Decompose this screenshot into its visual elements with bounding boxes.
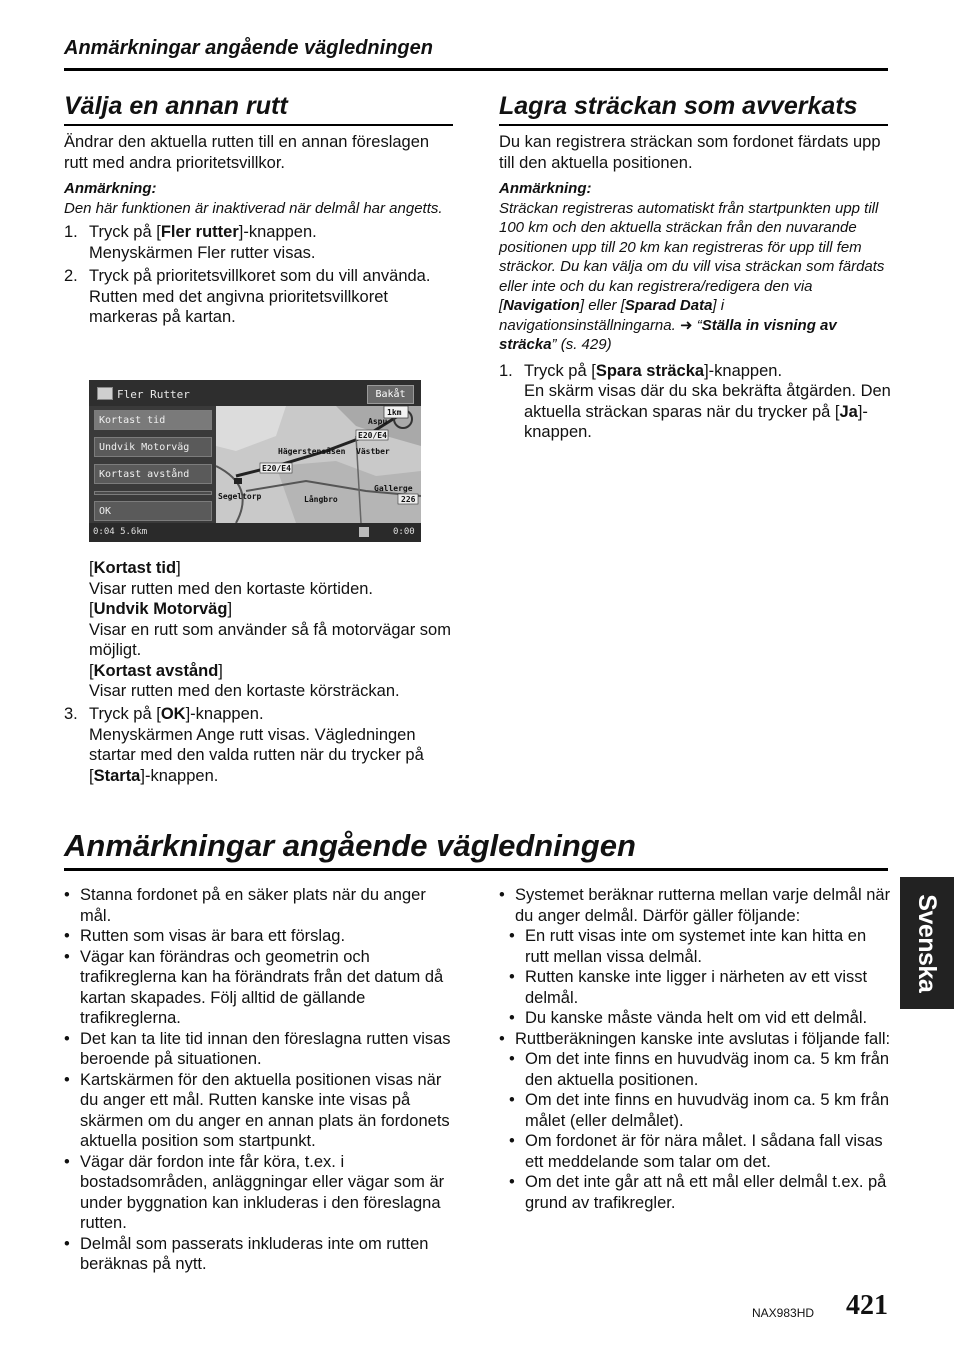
note-bullet: • Stanna fordonet på en säker plats när du anger mål.: [64, 885, 454, 926]
note-bullet: • Vägar där fordon inte får köra, t.ex. i bostadsområden, anläggningar eller vägar som är under byggnation kan inkluderas i den föreslagna rutten.: [64, 1152, 454, 1234]
back-button[interactable]: Bakåt: [367, 385, 414, 404]
left-step-2: [64, 266, 454, 328]
note-bullet: • Rutten som visas är bara ett förslag.: [64, 926, 454, 947]
bullet-text: Systemet beräknar rutterna mellan varje delmål när du anger delmål. Därför gäller följande:: [515, 886, 891, 925]
screen-title: Fler Rutter: [117, 388, 190, 401]
left-note: Den här funktionen är inaktiverad när delmål har angetts.: [64, 199, 443, 217]
key-label: Spara sträcka: [595, 361, 705, 380]
step-result: Rutten med det angivna prioritetsvillkoret markeras på kartan.: [89, 287, 388, 326]
step-number: 2.: [64, 267, 78, 285]
left-options: [89, 558, 454, 702]
road-label: E20/E4: [358, 431, 387, 440]
note-text: Sträckan registreras automatiskt från startpunkten upp till 100 km och den aktuella sträckan från den nuvarande positionen upp till 20 km kan registreras för upp till fem sträckor. Du kan välja om du vill visa sträckan som färdats eller inte och du kan registrera/redigera den via [: [499, 199, 885, 314]
menu-ref: Sparad Data: [624, 297, 713, 314]
note-text: ] i navigationsinställningarna. ➜ “: [499, 297, 725, 334]
sub-bullet: • Om det inte går att nå ett mål eller delmål t.ex. på grund av trafikregler.: [499, 1172, 891, 1213]
section-heading: Anmärkningar angående vägledningen: [64, 828, 636, 863]
model-number: NAX983HD: [752, 1306, 815, 1320]
option-name: Undvik Motorväg: [93, 600, 228, 618]
note-bullet: • Delmål som passerats inkluderas inte om rutten beräknas på nytt.: [64, 1234, 454, 1275]
menu-kortast-avstand[interactable]: Kortast avstånd: [94, 464, 212, 484]
page-number: 421: [846, 1290, 888, 1321]
map-place: Aspu: [368, 417, 388, 426]
option-desc: Visar rutten med den kortaste körsträckan.: [89, 682, 400, 700]
option-name: Kortast avstånd: [93, 661, 219, 680]
note-bullet: [499, 1029, 891, 1214]
clock-readout: 0:00: [393, 527, 415, 537]
language-tab-label: Svenska: [913, 894, 942, 992]
menu-kortast-tid[interactable]: Kortast tid: [94, 410, 212, 430]
road-label: E20/E4: [262, 464, 291, 473]
road-label: 226: [401, 495, 416, 504]
step-result: En skärm visas där du ska bekräfta åtgärden. Den aktuella sträckan sparas när du trycker på [: [524, 382, 891, 421]
right-column: [499, 132, 891, 443]
menu-ref: Navigation: [503, 297, 580, 314]
left-step-3-block: [64, 704, 454, 786]
map-place: Segeltorp: [218, 492, 262, 501]
key-label: Fler rutter: [160, 223, 239, 241]
map-place: Västber: [356, 447, 390, 456]
option-desc: Visar rutten med den kortaste körtiden.: [89, 579, 374, 598]
right-note: [499, 199, 891, 355]
menu-ok[interactable]: OK: [94, 501, 212, 521]
option-name: Kortast tid: [93, 559, 177, 577]
sub-bullet: • Om fordonet är för nära målet. I sådana fall visas ett meddelande som talar om det.: [499, 1131, 891, 1172]
option-desc: Visar en rutt som använder så få motorvägar som möjligt.: [89, 620, 451, 659]
step-text: ]-knappen.: [238, 223, 317, 241]
page-ref: ” (s. 429): [551, 336, 612, 353]
menu-undvik-motorvag[interactable]: Undvik Motorväg: [94, 437, 212, 457]
sub-bullet: • Om det inte finns en huvudväg inom ca. 5 km från målet (eller delmålet).: [499, 1090, 891, 1131]
section-left-column: [64, 885, 454, 1275]
step-text: Tryck på [: [89, 705, 161, 723]
sub-bullet: • Rutten kanske inte ligger i närheten av ett visst delmål.: [499, 967, 891, 1008]
right-step-1: [499, 361, 891, 443]
step-text: Tryck på prioritetsvillkoret som du vill använda.: [89, 267, 431, 285]
note-bullet: [499, 885, 891, 1029]
sub-bullet: • Om det inte finns en huvudväg inom ca. 5 km från den aktuella positionen.: [499, 1049, 891, 1090]
sub-bullet: • Du kanske måste vända helt om vid ett delmål.: [499, 1008, 891, 1029]
right-heading-rule: [499, 124, 888, 126]
right-note-label: Anmärkning:: [499, 180, 592, 197]
step-number: 1.: [499, 361, 513, 380]
key-label: OK: [160, 705, 186, 723]
step-text: ]-knappen.: [185, 705, 264, 723]
key-label: Ja: [839, 402, 858, 421]
route-summary: 0:04 5.6km: [93, 527, 148, 537]
step-number: 3.: [64, 705, 78, 723]
running-head: Anmärkningar angående vägledningen: [64, 37, 433, 59]
step-result: Menyskärmen Fler rutter visas.: [89, 243, 316, 262]
step-text: ]-knappen.: [704, 361, 783, 380]
map-place: Hägerstensåsen: [278, 447, 346, 456]
left-column-top: [64, 132, 454, 328]
step-text: Tryck på [: [524, 361, 596, 380]
note-text: ] eller [: [579, 297, 625, 314]
right-intro: Du kan registrera sträckan som fordonet färdats upp till den aktuella positionen.: [499, 133, 881, 172]
map-place: Gallerge: [374, 484, 413, 493]
left-note-label: Anmärkning:: [64, 180, 157, 197]
key-label: Starta: [93, 766, 141, 785]
left-intro: Ändrar den aktuella rutten till en annan föreslagen rutt med andra prioritetsvillkor.: [64, 133, 430, 172]
route-map[interactable]: [216, 406, 421, 523]
step-result: ]-knappen.: [140, 766, 219, 785]
section-rule: [64, 868, 888, 871]
section-right-column: [499, 885, 891, 1213]
screen-title-bar: [89, 380, 421, 406]
note-bullet: • Vägar kan förändras och geometrin och trafikreglerna kan ha förändrats från det datum då kartan skapades. Följ alltid de gällande trafikreglerna.: [64, 947, 454, 1029]
cross-ref: Ställa in visning av sträcka: [499, 316, 837, 353]
step-text: Tryck på [: [89, 223, 161, 241]
step-number: 1.: [64, 223, 78, 241]
fler-rutter-screenshot: [89, 380, 421, 542]
option-kortast-avstand: [Kortast avstånd]: [89, 661, 223, 680]
start-flag-icon: [234, 478, 242, 484]
language-tab: [900, 877, 954, 1009]
gps-icon: [359, 527, 369, 537]
flag-icon: [97, 387, 113, 400]
left-heading: Välja en annan rutt: [64, 92, 288, 120]
header-rule: [64, 68, 888, 71]
right-heading: Lagra sträckan som avverkats: [499, 92, 858, 120]
map-place: Långbro: [304, 495, 338, 504]
step-result: Menyskärmen Ange rutt visas. Vägledningen startar med den valda rutten när du trycker på [: [89, 725, 424, 785]
left-heading-rule: [64, 124, 453, 126]
note-bullet: • Det kan ta lite tid innan den föreslagna rutten visas beroende på situationen.: [64, 1029, 454, 1070]
option-kortast-tid: [Kortast tid]: [89, 559, 181, 577]
note-bullet: • Kartskärmen för den aktuella positionen visas när du anger ett mål. Rutten kanske inte visas på skärmen om du anger en annan plats än fordonets aktuella position som startpunkt.: [64, 1070, 454, 1152]
left-step-1: [64, 222, 454, 263]
menu-spacer: [94, 491, 212, 495]
option-undvik-motorvag: [Undvik Motorväg]: [89, 600, 233, 618]
map-scale: 1km: [387, 408, 402, 417]
screen-status-bar: [89, 523, 421, 542]
left-step-3: [64, 704, 454, 786]
bullet-text: Ruttberäkningen kanske inte avslutas i följande fall:: [515, 1029, 891, 1048]
sub-bullet: • En rutt visas inte om systemet inte kan hitta en rutt mellan vissa delmål.: [499, 926, 891, 967]
step-result: ]-knappen.: [524, 402, 868, 441]
